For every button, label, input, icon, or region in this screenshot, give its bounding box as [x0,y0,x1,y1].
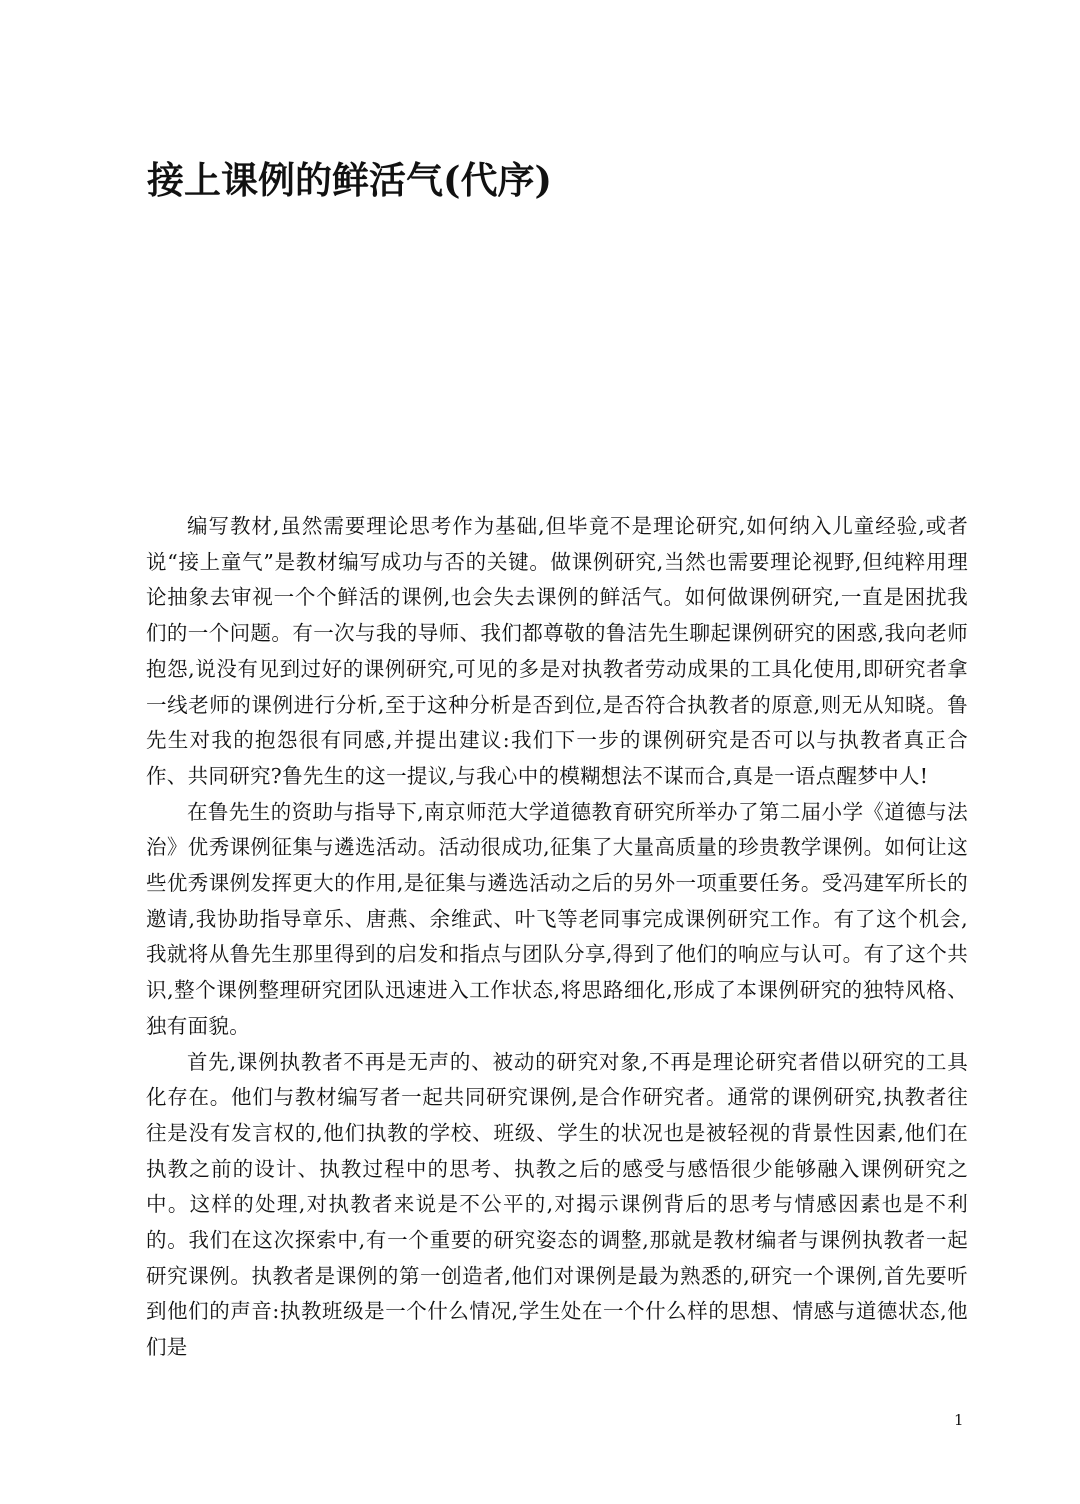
paragraph-1: 编写教材,虽然需要理论思考作为基础,但毕竟不是理论研究,如何纳入儿童经验,或者说“接上童气”是教材编写成功与否的关键。做课例研究,当然也需要理论视野,但纯粹用理论抽象去审视一个个鲜活的课例,也会失去课例的鲜活气。如何做课例研究,一直是困扰我们的一个问题。有一次与我的导师、我们都尊敬的鲁洁先生聊起课例研究的困惑,我向老师抱怨,说没有见到过好的课例研究,可见的多是对执教者劳动成果的工具化使用,即研究者拿一线老师的课例进行分析,至于这种分析是否到位,是否符合执教者的原意,则无从知晓。鲁先生对我的抱怨很有同感,并提出建议:我们下一步的课例研究是否可以与执教者真正合作、共同研究?鲁先生的这一提议,与我心中的模糊想法不谋而合,真是一语点醒梦中人! [146,514,968,788]
body-text [146,509,968,1366]
paragraph-2: 在鲁先生的资助与指导下,南京师范大学道德教育研究所举办了第二届小学《道德与法治》优秀课例征集与遴选活动。活动很成功,征集了大量高质量的珍贵教学课例。如何让这些优秀课例发挥更大的作用,是征集与遴选活动之后的另外一项重要任务。受冯建军所长的邀请,我协助指导章乐、唐燕、余维武、叶飞等老同事完成课例研究工作。有了这个机会,我就将从鲁先生那里得到的启发和指点与团队分享,得到了他们的响应与认可。有了这个共识,整个课例整理研究团队迅速进入工作状态,将思路细化,形成了本课例研究的独特风格、独有面貌。 [146,799,968,1038]
page-number: 1 [954,1411,964,1429]
paragraph-3: 首先,课例执教者不再是无声的、被动的研究对象,不再是理论研究者借以研究的工具化存在。他们与教材编写者一起共同研究课例,是合作研究者。通常的课例研究,执教者往往是没有发言权的,他们执教的学校、班级、学生的状况也是被轻视的背景性因素,他们在执教之前的设计、执教过程中的思考、执教之后的感受与感悟很少能够融入课例研究之中。这样的处理,对执教者来说是不公平的,对揭示课例背后的思考与情感因素也是不利的。我们在这次探索中,有一个重要的研究姿态的调整,那就是教材编者与课例执教者一起研究课例。执教者是课例的第一创造者,他们对课例是最为熟悉的,研究一个课例,首先要听到他们的声音:执教班级是一个什么情况,学生处在一个什么样的思想、情感与道德状态,他们是 [146,1049,968,1360]
page-title: 接上课例的鲜活气(代序) [147,158,553,202]
